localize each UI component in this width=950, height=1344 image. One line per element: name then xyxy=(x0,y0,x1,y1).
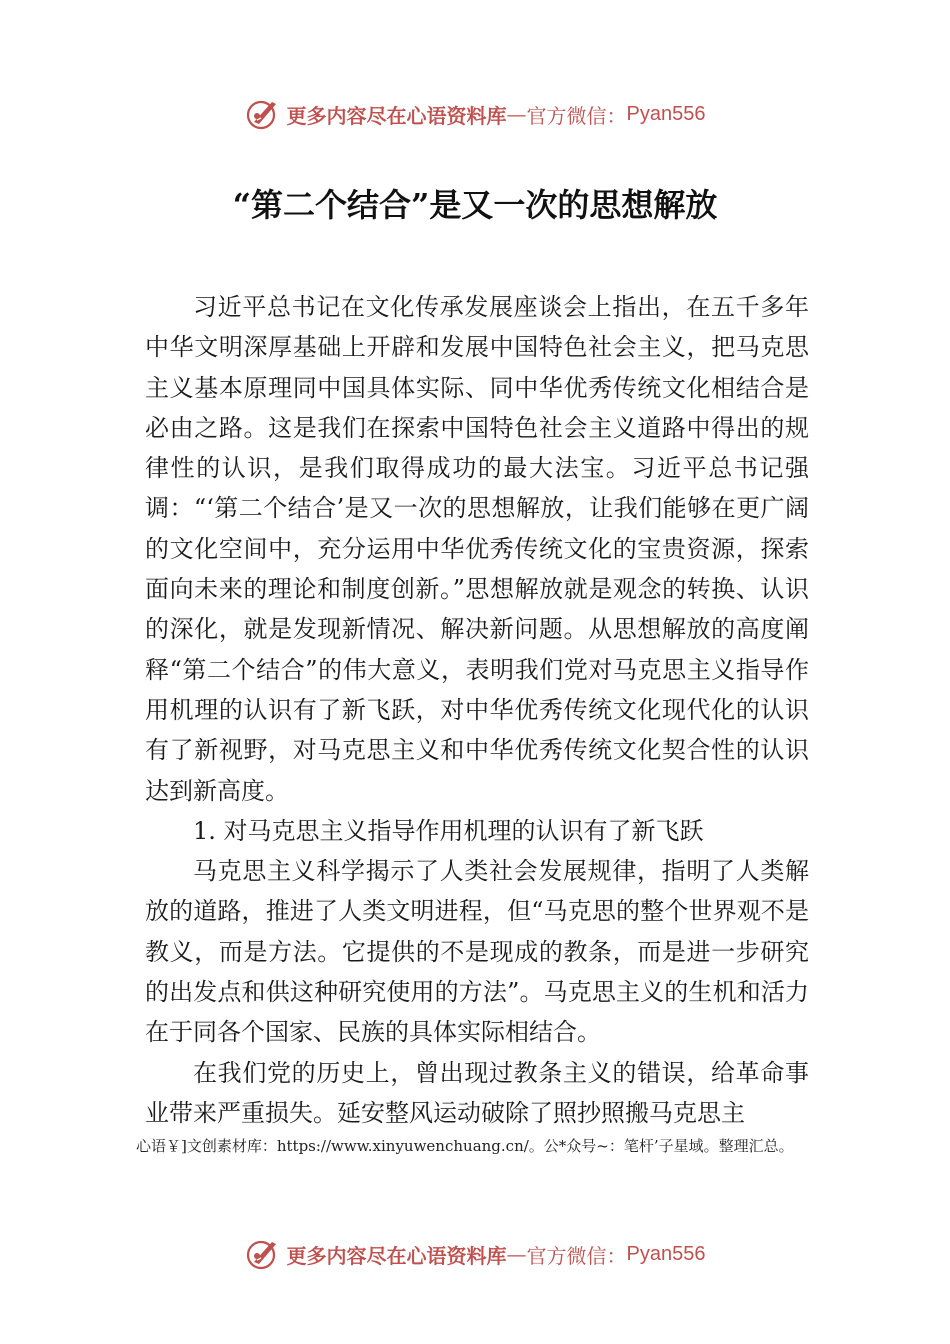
wechat-label: 官方微信： xyxy=(526,1243,627,1268)
section-heading: 1. 对马克思主义指导作用机理的认识有了新飞跃 xyxy=(193,816,704,845)
banner-dash: — xyxy=(506,102,527,126)
header-banner xyxy=(0,92,950,136)
banner-dash: — xyxy=(506,1242,527,1266)
wechat-id: Pyan556 xyxy=(626,1242,706,1265)
document-title: “第二个结合”是又一次的思想解放 xyxy=(232,186,718,224)
brand-text: 更多内容尽在心语资料库 xyxy=(286,1243,507,1268)
wechat-id: Pyan556 xyxy=(626,102,706,125)
quill-pen-logo-icon xyxy=(245,1236,281,1272)
document-body xyxy=(145,287,809,1133)
body-paragraph: 马克思主义科学揭示了人类社会发展规律，指明了人类解放的道路，推进了人类文明进程，但“马克思的整个世界观不是教义，而是方法。它提供的不是现成的教条，而是进一步研究的出发点和供这种研究使用的方法”。马克思主义的生机和活力在于同各个国家、民族的具体实际相结合。 xyxy=(145,857,809,1047)
brand-text: 更多内容尽在心语资料库 xyxy=(286,103,507,128)
footer-banner xyxy=(0,1232,950,1276)
body-paragraph: 在我们党的历史上，曾出现过教条主义的错误，给革命事业带来严重损失。延安整风运动破除了照抄照搬马克思主 xyxy=(145,1058,809,1127)
footer-source-note: 心语￥]文创素材库：https://www.xinyuwenchuang.cn/。公*众号~：笔杆’子星域。整理汇总。 xyxy=(136,1137,794,1155)
quill-pen-logo-icon xyxy=(245,96,281,132)
body-paragraph: 习近平总书记在文化传承发展座谈会上指出，在五千多年中华文明深厚基础上开辟和发展中国特色社会主义，把马克思主义基本原理同中国具体实际、同中华优秀传统文化相结合是必由之路。这是我们在探索中国特色社会主义道路中得出的规律性的认识，是我们取得成功的最大法宝。习近平总书记强调：“‘第二个结合’是又一次的思想解放，让我们能够在更广阔的文化空间中，充分运用中华优秀传统文化的宝贵资源，探索面向未来的理论和制度创新。”思想解放就是观念的转换、认识的深化，就是发现新情况、解决新问题。从思想解放的高度阐释“第二个结合”的伟大意义，表明我们党对马克思主义指导作用机理的认识有了新飞跃，对中华优秀传统文化现代化的认识有了新视野，对马克思主义和中华优秀传统文化契合性的认识达到新高度。 xyxy=(145,293,809,805)
wechat-label: 官方微信： xyxy=(526,103,627,128)
